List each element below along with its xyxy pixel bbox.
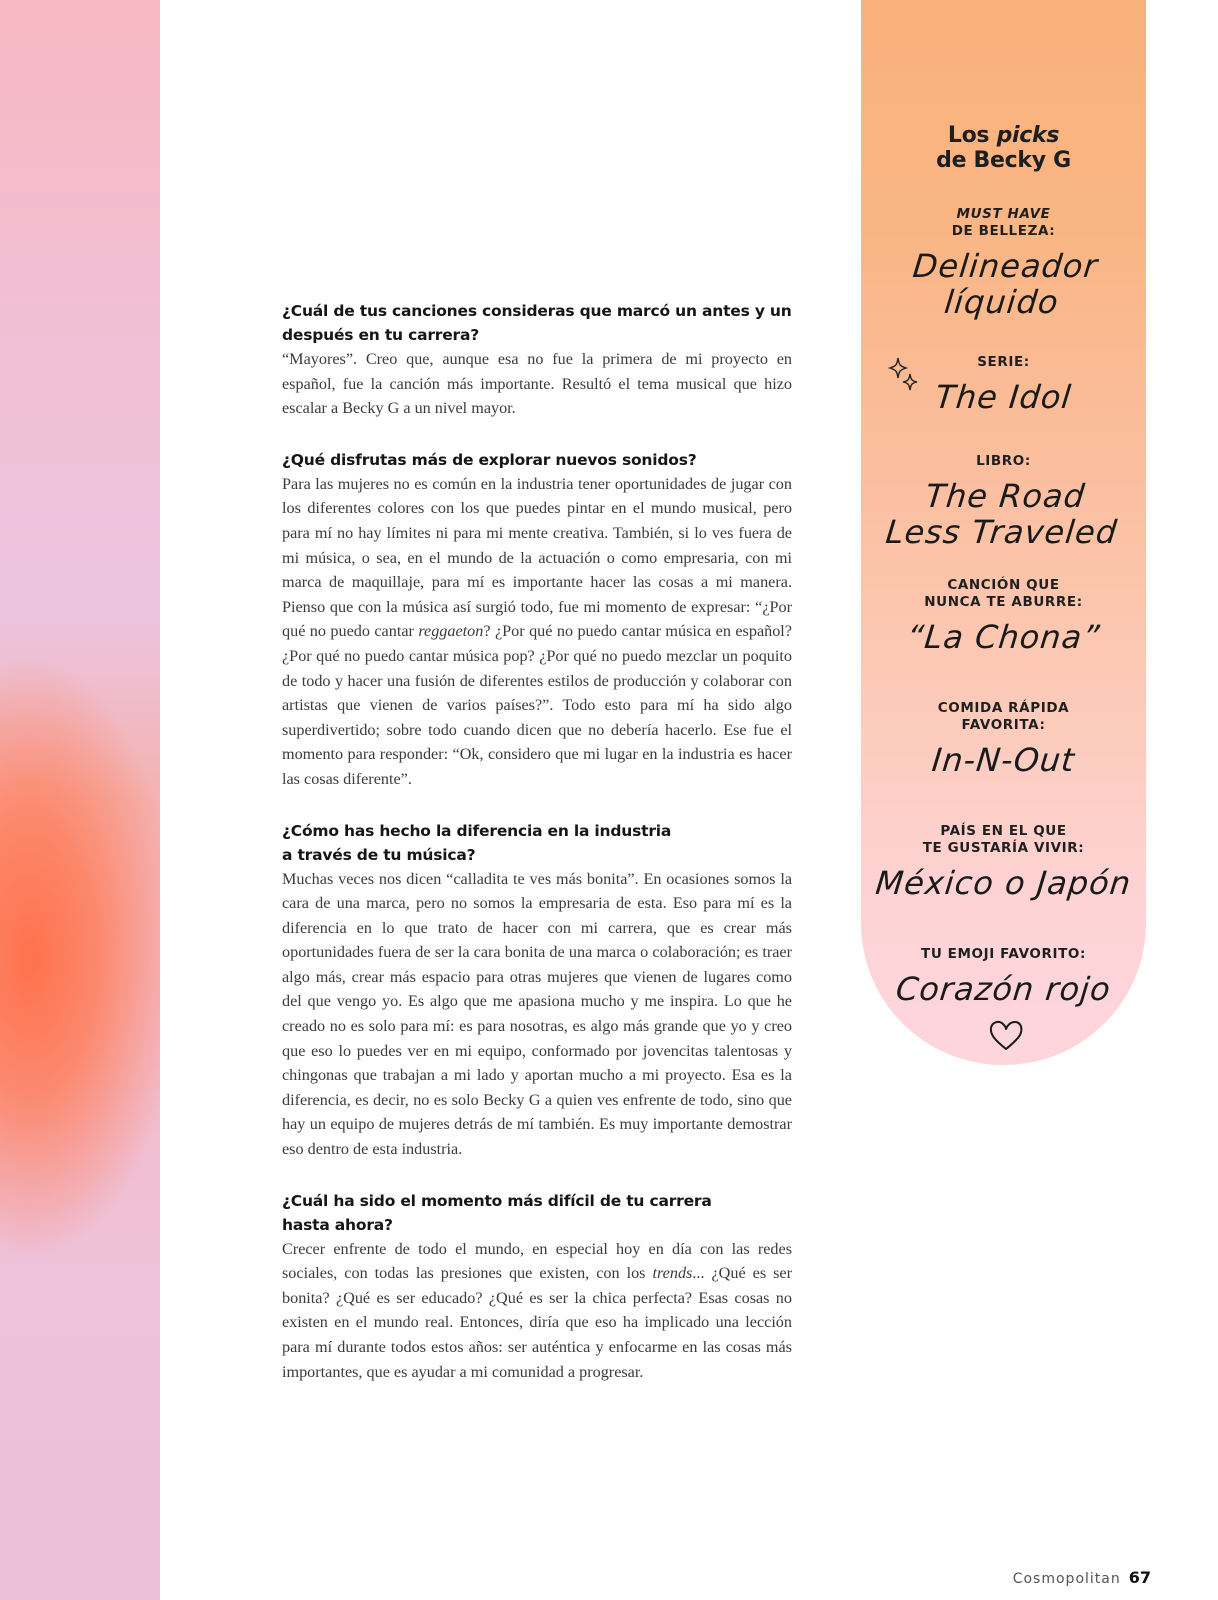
picks-sidebar bbox=[861, 0, 1146, 1065]
decorative-gradient-strip bbox=[0, 0, 160, 1600]
pick-label: FAVORITA: bbox=[961, 717, 1046, 733]
pick-item-book bbox=[861, 453, 1146, 550]
picks-title-line: de Becky G bbox=[936, 148, 1071, 173]
picks-title-prefix: Los bbox=[947, 123, 997, 148]
page-number: 67 bbox=[1128, 1568, 1151, 1587]
question-line: a través de tu música? bbox=[282, 845, 476, 864]
pick-item-beauty bbox=[861, 206, 1146, 320]
pick-label: DE BELLEZA: bbox=[951, 223, 1056, 239]
heart-icon bbox=[988, 1018, 1024, 1052]
interview-article bbox=[282, 299, 792, 1411]
pick-value: In-N-Out bbox=[930, 741, 1077, 779]
pick-label: COMIDA RÁPIDA bbox=[937, 700, 1070, 716]
pick-label: MUST HAVE bbox=[956, 206, 1051, 222]
answer-text: “Mayores”. Creo que, aunque esa no fue la primera de mi proyecto en español, fue la canción más importante. Resultó el tema musical que hizo escalar a Becky G a un nivel mayor. bbox=[282, 350, 792, 418]
pick-label: TU EMOJI FAVORITO: bbox=[921, 946, 1086, 962]
pick-value: México o Japón bbox=[873, 864, 1134, 902]
picks-title-italic: picks bbox=[996, 123, 1060, 148]
magazine-name: Cosmopolitan bbox=[1012, 1571, 1121, 1587]
picks-title-line bbox=[861, 123, 1146, 148]
answer-text-part: Para las mujeres no es común en la industria tener oportunidades de jugar con los diferentes colores con los que puedes pintar en el mundo musical, pero para mí no hay límites ni para mi mente creativa. También, si lo ves fuera de mi música, o sea, en el mundo de la actuación o como empresaria, con mi marca de maquillaje, para mí es importante hacer las cosas a mi manera. Pienso que con la música así surgió todo, fue mi momento de expresar: “¿Por qué no puedo cantar bbox=[282, 474, 792, 641]
question-line: ¿Cómo has hecho la diferencia en la industria bbox=[282, 821, 672, 840]
question-heading: ¿Cuál de tus canciones consideras que marcó un antes y un después en tu carrera? bbox=[282, 302, 792, 344]
question-line: ¿Cuál ha sido el momento más difícil de tu carrera bbox=[282, 1191, 712, 1210]
qa-block bbox=[282, 448, 792, 792]
pick-value bbox=[857, 248, 1150, 320]
answer-text-part: ... ¿Qué es ser bonita? ¿Qué es ser educado? ¿Qué es ser la chica perfecta? Esas cosas no existen en el mundo real. Entonces, diría que eso ha implicado una lección para mí durante todos estos años: ser auténtica y enfocarme en las cosas más importantes, que es ayudar a mi comunidad a progresar. bbox=[282, 1264, 793, 1381]
pick-value-line: líquido bbox=[942, 283, 1061, 321]
answer-italic-term: trends bbox=[652, 1264, 693, 1283]
pick-label: CANCIÓN QUE bbox=[947, 577, 1060, 593]
answer-italic-term: reggaeton bbox=[418, 622, 484, 641]
pick-value bbox=[857, 478, 1150, 550]
pick-value: “La Chona” bbox=[905, 618, 1102, 656]
pick-label: NUNCA TE ABURRE: bbox=[924, 594, 1083, 610]
pick-value-line: Delineador bbox=[911, 247, 1100, 285]
pick-item-country bbox=[861, 823, 1146, 901]
question-line: hasta ahora? bbox=[282, 1215, 393, 1234]
answer-text bbox=[282, 1237, 792, 1385]
pick-label: SERIE: bbox=[977, 354, 1030, 370]
answer-text: Muchas veces nos dicen “calladita te ves más bonita”. En ocasiones somos la cara de una marca, pero no somos la empresaria de esta. Eso para mí es la diferencia en lo que trato de hacer con mi carrera, que es crear más oportunidades fuera de ser la cara bonita de una marca o colaboración; es traer algo más, crear más espacio para otras mujeres que vienen de lugares como del que vengo yo. Es algo que me apasiona mucho y me inspira. Lo que he creado no es solo para mí: es para nosotras, es algo más grande que yo y creo que eso lo puedes ver en mi equipo, conformado por jovencitas talentosas y chingonas que trabajan a mi lado y aportan mucho a mi proyecto. Esa es la diferencia, es decir, no es solo Becky G a quien ves enfrente de todo, sino que hay un equipo de mujeres detrás de mí también. Es muy importante demostrar eso dentro de esta industria. bbox=[282, 869, 792, 1159]
pick-label: LIBRO: bbox=[976, 453, 1031, 469]
answer-text-part: Crecer enfrente de todo el mundo, en especial hoy en día con las redes sociales, con todas las presiones que existen, con los bbox=[282, 1239, 792, 1283]
pick-value: The Idol bbox=[933, 378, 1074, 416]
answer-text-part: ? ¿Por qué no puedo cantar música en español? ¿Por qué no puedo cantar música pop? ¿Por qué no puedo mezclar un poquito de todo y hacer una fusión de diferentes estilos de producción y colaborar con artistas que vienen de varios países?”. Todo esto para mí ha sido algo superdivertido; sobre todo cuando dicen que no debería hacerlo. Ese fue el momento para responder: “Ok, considero que mi lugar en la industria es hacer las cosas diferente”. bbox=[282, 622, 792, 788]
pick-item-emoji bbox=[861, 946, 1146, 1007]
picks-title bbox=[861, 123, 1146, 173]
question-heading: ¿Qué disfrutas más de explorar nuevos sonidos? bbox=[282, 450, 697, 469]
pick-value-line: The Road bbox=[923, 477, 1088, 515]
pick-label: PAÍS EN EL QUE bbox=[940, 823, 1067, 839]
pick-value-line: Less Traveled bbox=[883, 513, 1120, 551]
pick-value: Corazón rojo bbox=[894, 970, 1113, 1008]
pick-item-fastfood bbox=[861, 700, 1146, 778]
qa-block bbox=[282, 819, 792, 1162]
qa-block bbox=[282, 299, 792, 421]
sparkle-icon bbox=[888, 356, 922, 398]
qa-block bbox=[282, 1189, 792, 1385]
pick-label: TE GUSTARÍA VIVIR: bbox=[922, 840, 1085, 856]
answer-text bbox=[282, 472, 792, 792]
question-heading bbox=[282, 1189, 792, 1237]
pick-item-song bbox=[861, 577, 1146, 655]
question-heading bbox=[282, 819, 792, 867]
page-footer bbox=[1013, 1568, 1151, 1587]
